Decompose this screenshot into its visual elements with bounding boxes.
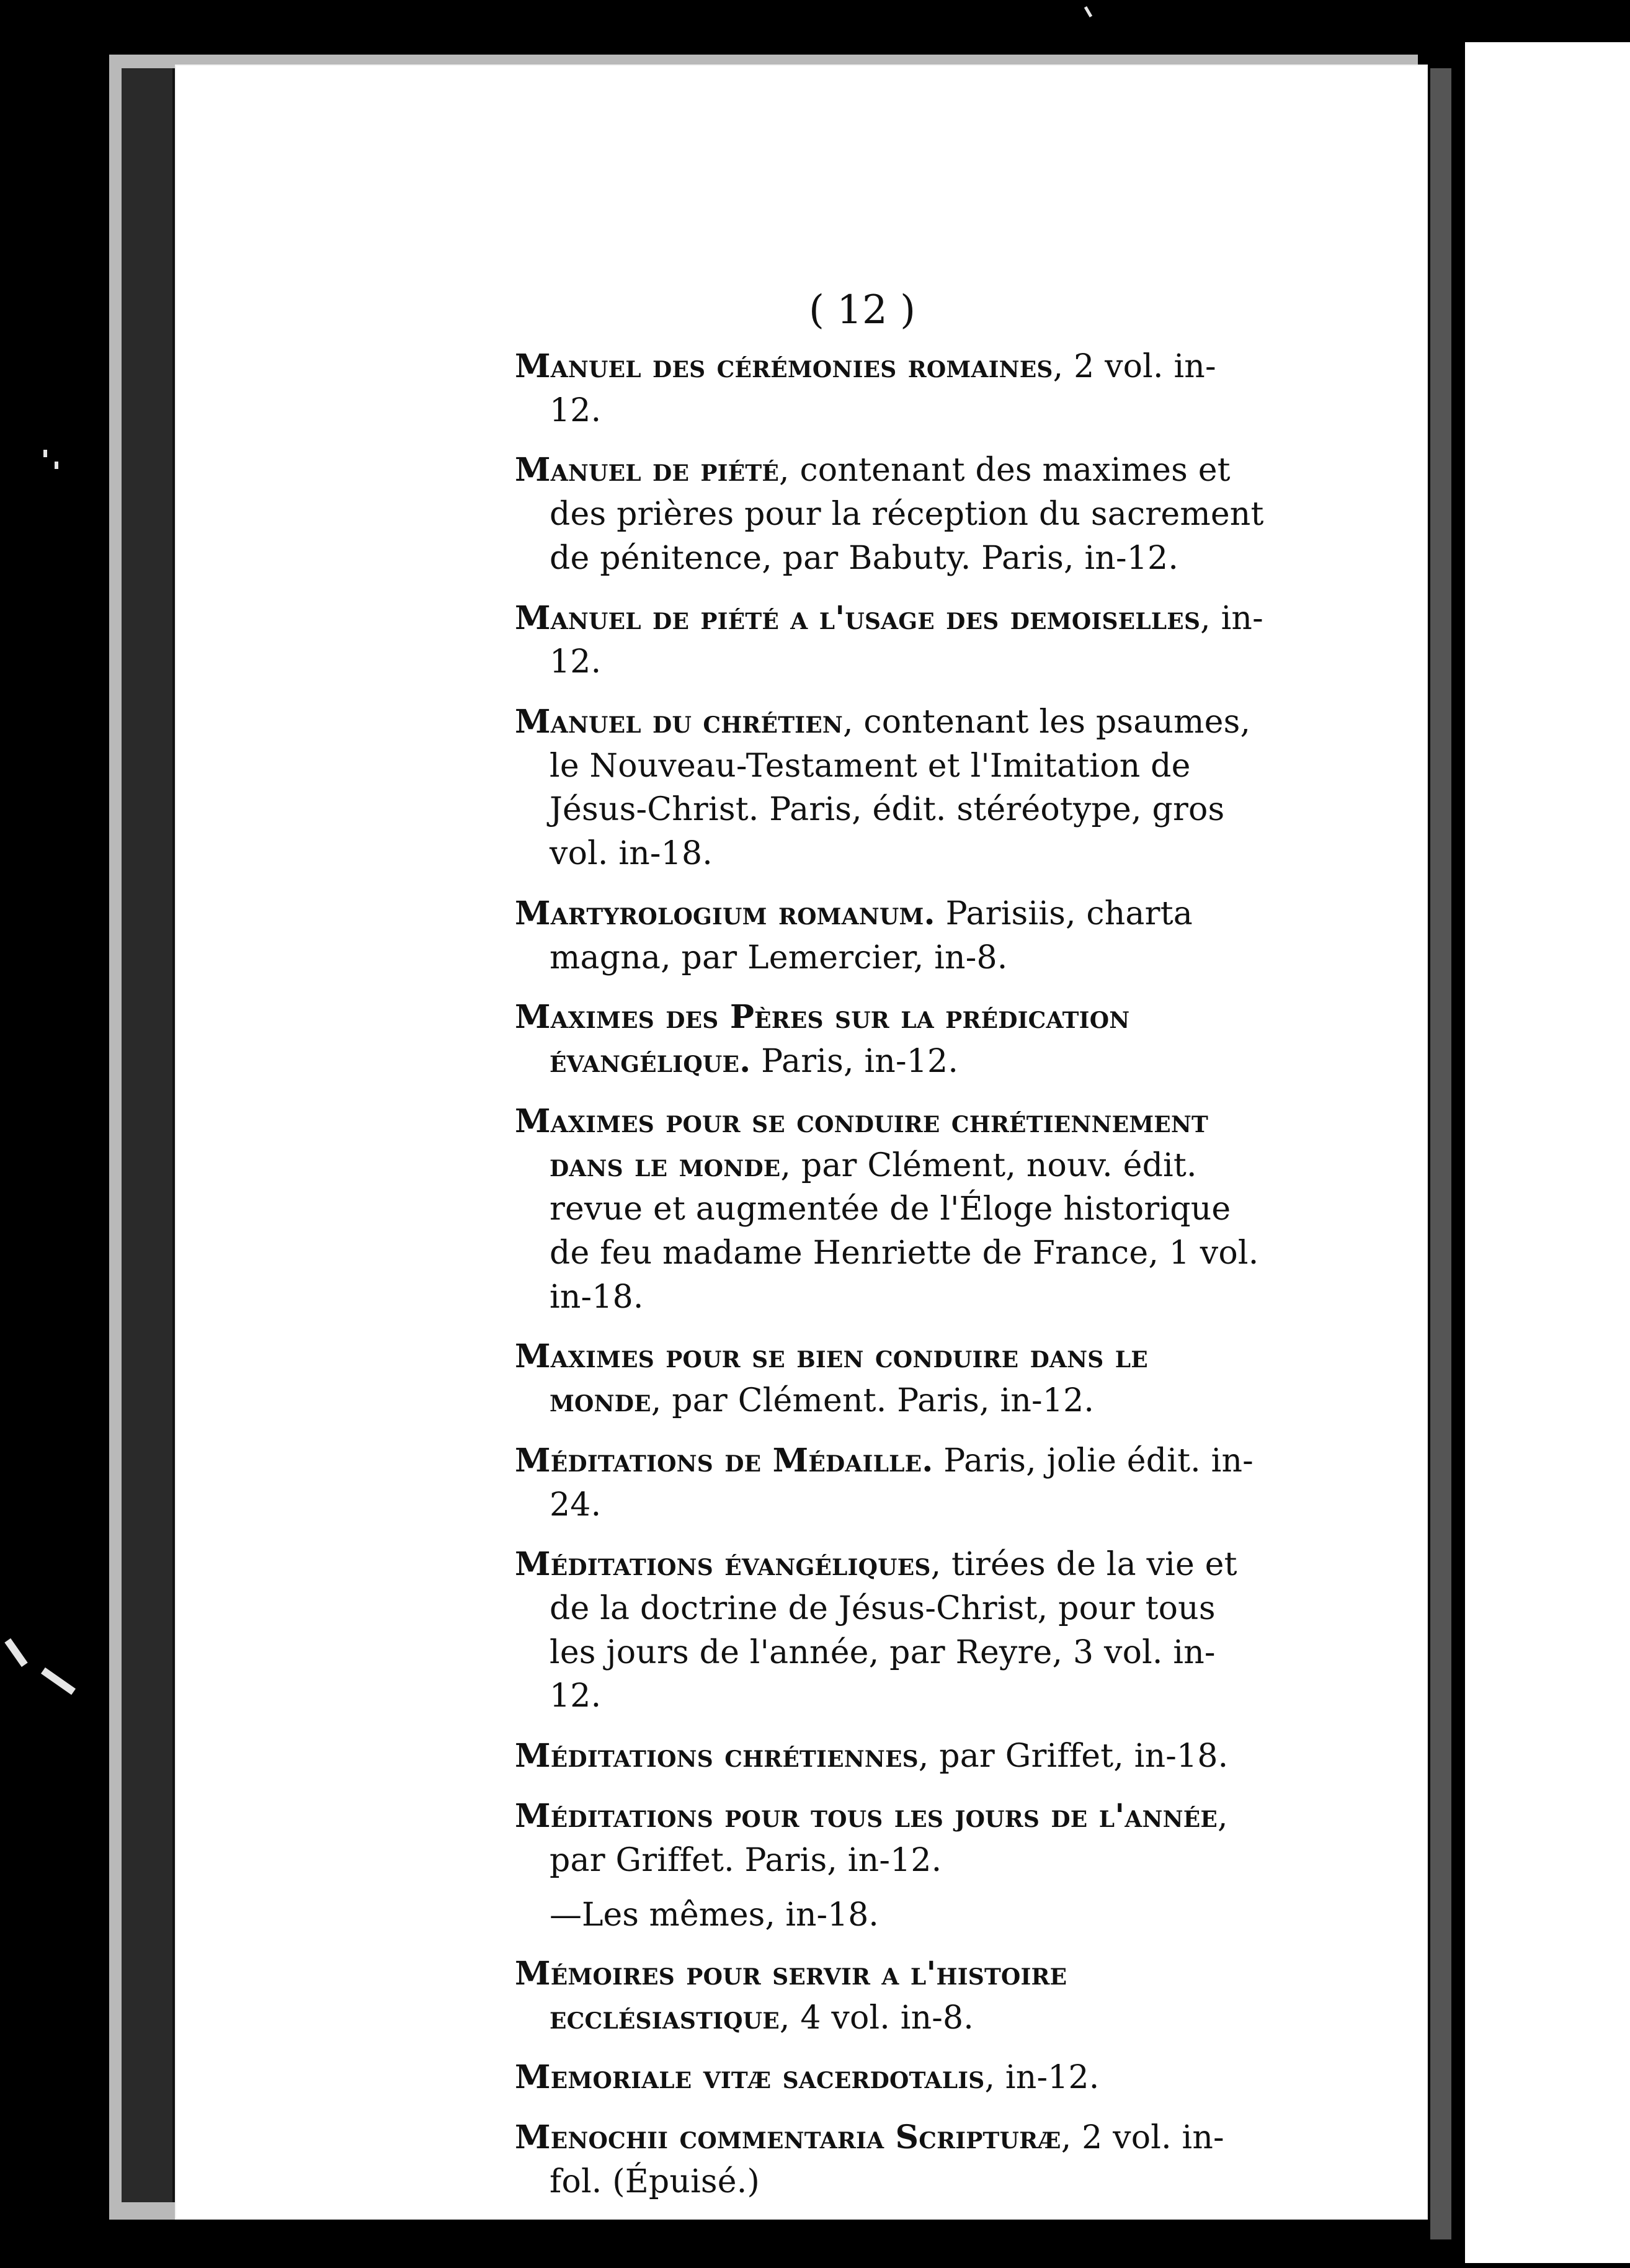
scan-mark: [41, 1668, 76, 1695]
entry-details: , par Griffet, in-18.: [918, 1738, 1229, 1775]
entry-details: , 4 vol. in-8.: [779, 1999, 974, 2037]
entry-details: , par Clément. Paris, in-12.: [651, 1382, 1095, 1420]
entry-details: , 2 vol. in-fol. (Épuisé.): [550, 2119, 1224, 2200]
catalog-entry: [515, 700, 1265, 876]
page-gutter-edge: [1430, 68, 1451, 2239]
scan-mark: [4, 1638, 27, 1667]
entry-details: , contenant les psaumes, le Nouveau-Testament et l'Imitation de Jésus-Christ. Paris, édit. stéréotype, gros vol. in-18.: [550, 703, 1251, 873]
entry-title: Menochii commentaria Scripturæ: [515, 2118, 1061, 2157]
scan-speck: [55, 462, 58, 469]
entry-details: , in-12.: [984, 2059, 1100, 2097]
entry-details: Paris, jolie édit. in-24.: [550, 1442, 1254, 1524]
entry-title: Mémoires pour servir a l'histoire ecclésiastique: [515, 1955, 1067, 2037]
entry-details: , par Griffet. Paris, in-12.: [550, 1797, 1228, 1879]
catalog-entry: [515, 1100, 1265, 1319]
entry-details: , contenant des maximes et des prières pour la réception du sacrement de pénitence, par Babuty. Paris, in-12.: [550, 452, 1264, 577]
catalog-entries: [515, 345, 1265, 2220]
catalog-entry: [515, 996, 1265, 1083]
entry-details: , in-12.: [550, 599, 1263, 681]
catalog-entry: [515, 1439, 1265, 1527]
catalog-entry: [515, 597, 1265, 684]
scan-speck: [43, 450, 47, 457]
entry-title: Manuel des cérémonies romaines: [515, 347, 1053, 385]
catalog-entry: [515, 2116, 1265, 2203]
left-binding-edge: [122, 68, 177, 2202]
page-number: ( 12 ): [808, 287, 916, 333]
entry-title: Méditations pour tous les jours de l'année: [515, 1797, 1218, 1835]
entry-title: Manuel de piété a l'usage des demoiselles: [515, 599, 1201, 637]
entry-details: Paris, in-12.: [750, 1043, 959, 1081]
entry-title: Manuel du chrétien: [515, 703, 843, 741]
entry-title: Maximes des Pères sur la prédication évangélique.: [515, 998, 1130, 1081]
catalog-entry: [515, 1543, 1265, 1718]
entry-title: Memoriale vitæ sacerdotalis: [515, 2058, 985, 2097]
entry-details: , tirées de la vie et de la doctrine de Jésus-Christ, pour tous les jours de l'année, par Reyre, 3 vol. in-12.: [550, 1546, 1237, 1715]
catalog-entry: [515, 892, 1265, 980]
entry-title: Méditations évangéliques: [515, 1545, 931, 1584]
entry-title: Méditations de Médaille.: [515, 1441, 933, 1480]
entry-details: Parisiis, charta magna, par Lemercier, in-8.: [550, 895, 1193, 976]
catalog-entry: [515, 2056, 1265, 2100]
catalog-entry: [515, 345, 1265, 432]
catalog-entry: [515, 1795, 1265, 1882]
catalog-entry: [515, 1952, 1265, 2040]
entry-title: Méditations chrétiennes: [515, 1737, 919, 1775]
adjacent-page-inner: [1477, 53, 1630, 2237]
entry-details: , par Clément, nouv. édit. revue et augmentée de l'Éloge historique de feu madame Henriette de France, 1 vol. in-18.: [550, 1146, 1259, 1316]
scan-mark: [1084, 6, 1092, 17]
catalog-entry: [515, 1335, 1265, 1422]
entry-continuation: —Les mêmes, in-18.: [550, 1896, 879, 1934]
entry-details: , 2 vol. in-12.: [550, 348, 1216, 429]
entry-title: Martyrologium romanum.: [515, 894, 935, 932]
catalog-entry: [515, 1734, 1265, 1779]
catalog-entry: [515, 449, 1265, 580]
entry-title: Maximes pour se bien conduire dans le monde: [515, 1337, 1148, 1420]
entry-title: Maximes pour se conduire chrétiennement dans le monde: [515, 1102, 1209, 1184]
entry-title: Manuel de piété: [515, 451, 779, 489]
